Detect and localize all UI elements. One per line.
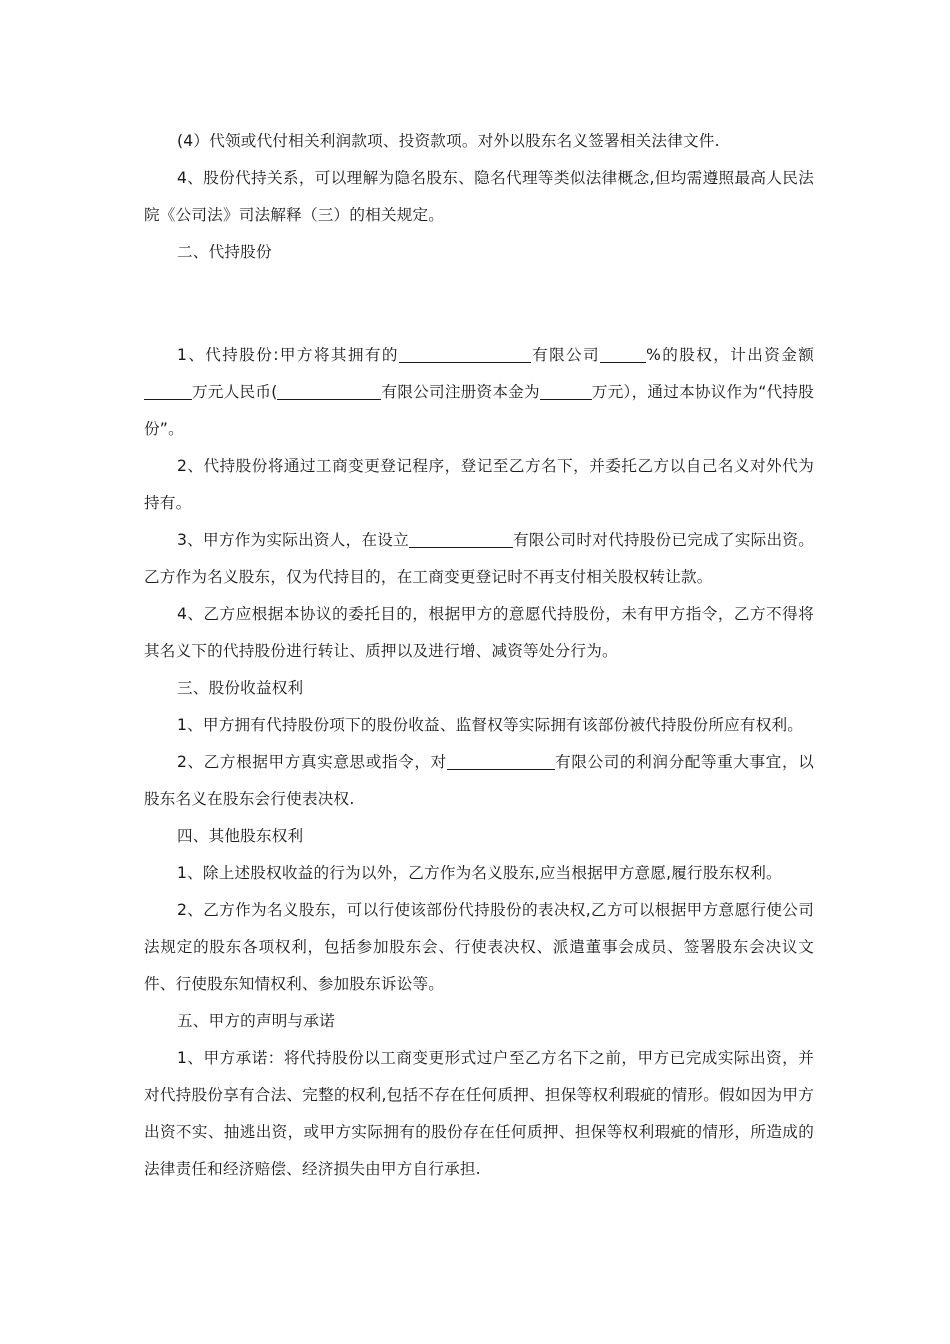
clause-4-2: 2、乙方作为名义股东，可以行使该部份代持股份的表决权,乙方可以根据甲方意愿行使公司法规定的股东各项权利，包括参加股东会、行使表决权、派遣董事会成员、签署股东会决议文件、行使股东知情权利、参加股东诉讼等。: [144, 901, 814, 993]
clause-text: 万元人民币(: [192, 383, 278, 401]
section-heading-5: 五、甲方的声明与承诺: [177, 1012, 335, 1030]
company-name-blank: [409, 531, 513, 548]
clause-text: %的股权，计出资金额: [646, 346, 814, 364]
section-heading-3: 三、股份收益权利: [177, 679, 304, 697]
clause-text: 3、甲方作为实际出资人，在设立: [177, 531, 409, 549]
clause-text: 2、乙方根据甲方真实意思或指令，对: [177, 753, 447, 771]
section-spacer: [144, 271, 814, 337]
clause-5-1: 1、甲方承诺：将代持股份以工商变更形式过户至乙方名下之前，甲方已完成实际出资，并对代持股份享有合法、完整的权利,包括不存在任何质押、担保等权利瑕疵的情形。假如因为甲方出资不实、抽逃出资，或甲方实际拥有的股份存在任何质押、担保等权利瑕疵的情形，所造成的法律责任和经济赔偿、经济损失由甲方自行承担.: [144, 1049, 814, 1178]
document-body: [144, 123, 814, 1188]
section-heading-2: 二、代持股份: [177, 243, 272, 261]
clause-2-3: [144, 522, 814, 596]
clause-2-1: [144, 337, 814, 448]
clause-text: 万元），通过本协议作为“代持股份”。: [144, 383, 814, 438]
section-heading-4: 四、其他股东权利: [177, 827, 304, 845]
clause-4-1: 1、除上述股权收益的行为以外，乙方作为名义股东,应当根据甲方意愿,履行股东权利。: [177, 864, 782, 882]
clause-text: 有限公司时对代持股份已完成了实际出资。乙方作为名义股东，仅为代持目的，在工商变更登记时不再支付相关股权转让款。: [144, 531, 815, 586]
company-name-blank: [277, 383, 381, 400]
clause-text: 1、代持股份:甲方将其拥有的: [177, 346, 399, 364]
clause-2-4: 4、乙方应根据本协议的委托目的，根据甲方的意愿代持股份，未有甲方指令，乙方不得将其名义下的代持股份进行转让、质押以及进行增、减资等处分行为。: [144, 605, 814, 660]
clause-text: 有限公司注册资本金为: [381, 383, 540, 401]
paragraph-4-collect-payments: (4）代领或代付相关利润款项、投资款项。对外以股东名义签署相关法律文件.: [177, 132, 720, 150]
clause-3-1: 1、甲方拥有代持股份项下的股份收益、监督权等实际拥有该部份被代持股份所应有权利。: [177, 716, 804, 734]
clause-text: 有限公司的利润分配等重大事宜，以股东名义在股东会行使表决权.: [144, 753, 814, 808]
company-name-blank: [447, 753, 555, 770]
paragraph-share-holding-relationship: 4、股份代持关系，可以理解为隐名股东、隐名代理等类似法律概念,但均需遵照最高人民法院《公司法》司法解释（三）的相关规定。: [144, 169, 814, 224]
clause-text: 有限公司: [530, 346, 601, 364]
company-name-blank: [399, 346, 531, 363]
clause-3-2: [144, 744, 814, 818]
amount-blank: [144, 383, 192, 400]
clause-2-2: 2、代持股份将通过工商变更登记程序，登记至乙方名下，并委托乙方以自己名义对外代为持有。: [144, 457, 814, 512]
registered-capital-blank: [540, 383, 592, 400]
percentage-blank: [600, 346, 646, 363]
